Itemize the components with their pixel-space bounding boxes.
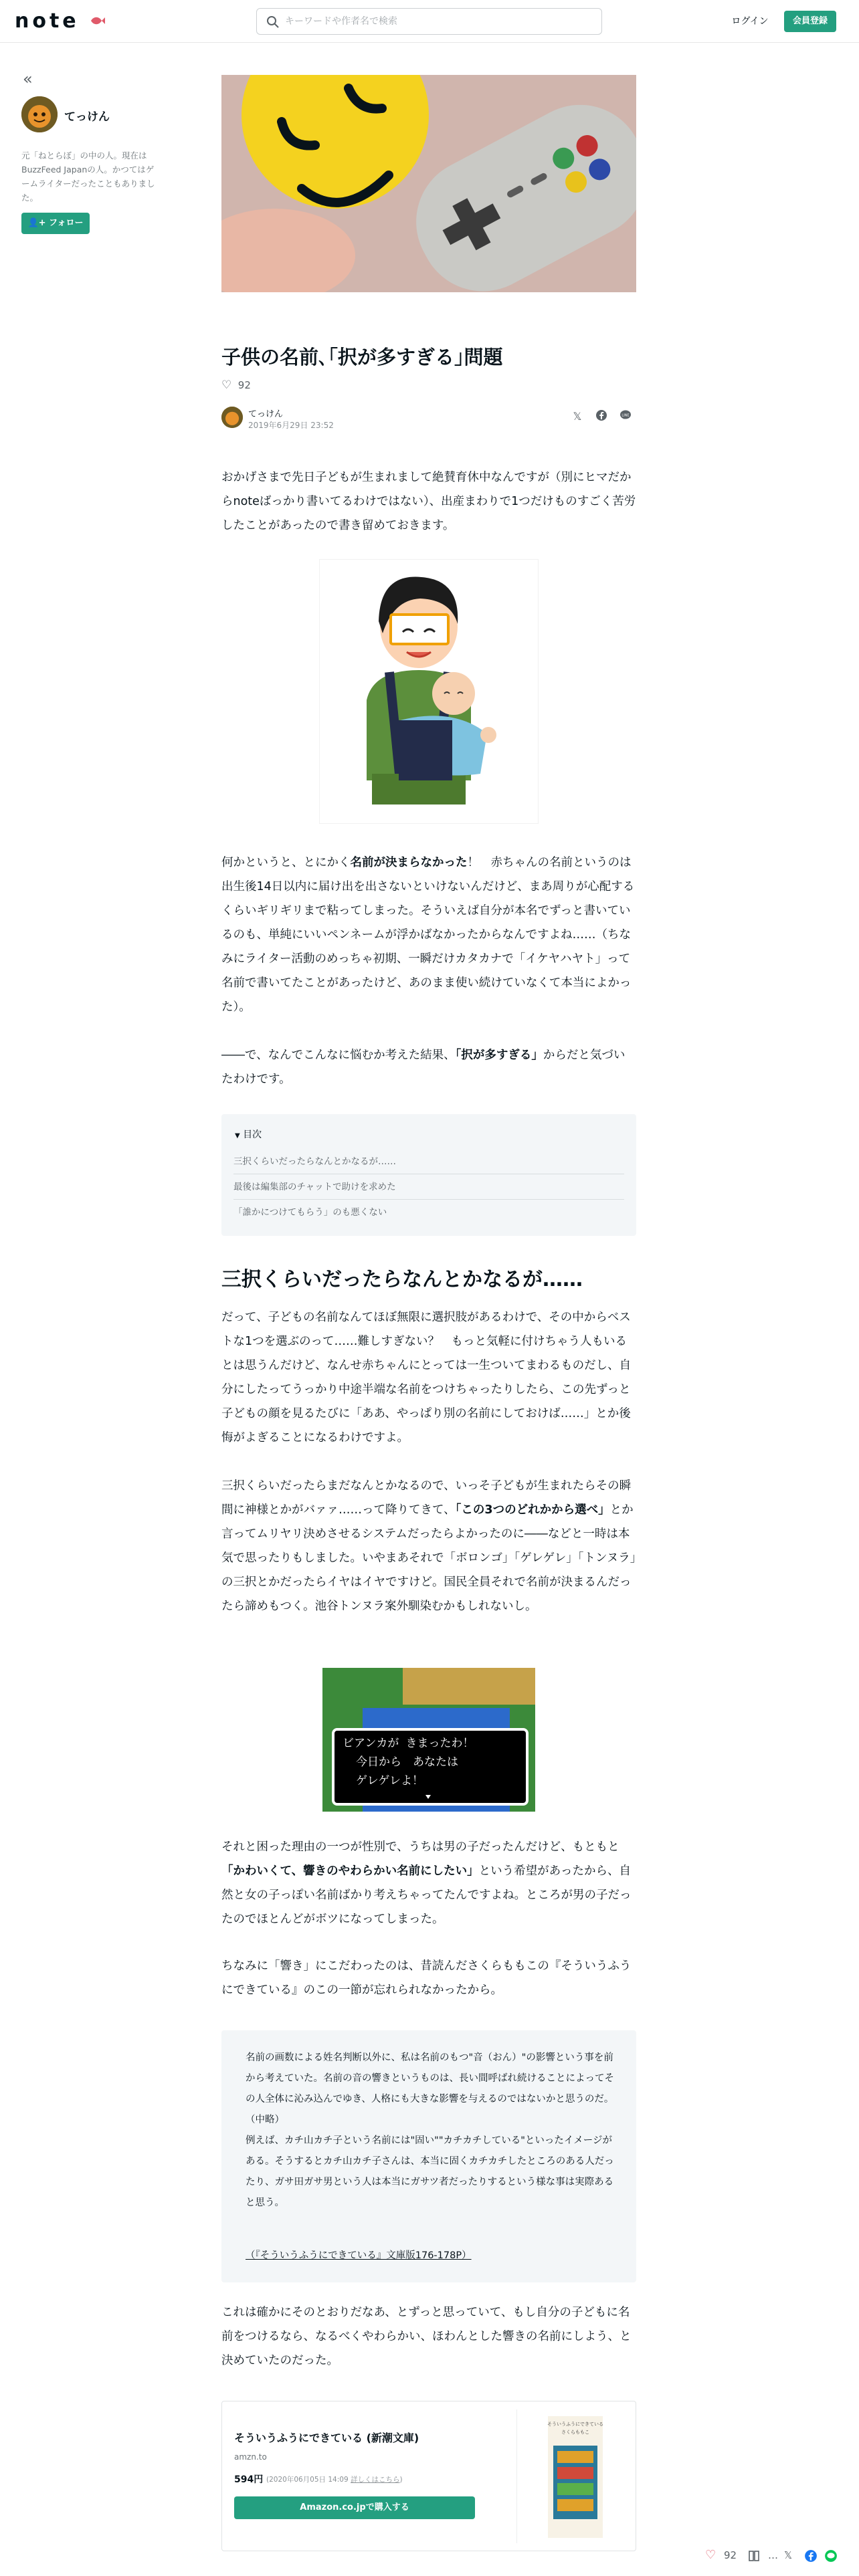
bottom-x-icon[interactable]: 𝕏 bbox=[784, 2549, 793, 2561]
more-icon[interactable]: … bbox=[768, 2549, 778, 2561]
cover-author: さくらももこ bbox=[561, 2430, 589, 2435]
like-count: 92 bbox=[237, 379, 251, 391]
product-embed-card[interactable] bbox=[221, 2401, 636, 2551]
double-chevron-left-icon[interactable]: « bbox=[23, 70, 33, 88]
bottom-heart-icon[interactable]: ♡ bbox=[705, 2548, 717, 2562]
site-header bbox=[0, 0, 859, 43]
author-avatar[interactable] bbox=[221, 407, 243, 428]
article-title: 子供の名前､｢択が多すぎる｣問題 bbox=[221, 346, 503, 368]
toc-item[interactable]: 三択くらいだったらなんとかなるが…… bbox=[233, 1149, 624, 1174]
bottom-facebook-icon[interactable] bbox=[804, 2545, 818, 2565]
facebook-share-icon[interactable] bbox=[594, 409, 609, 424]
author-bio: 元「ねとらぼ」の中の人。現在はBuzzFeed Japanの人。かつてはゲームライターだったこともありました。 bbox=[21, 150, 155, 203]
quote-source-link[interactable]: （『そういうふうにできている』文庫版176-178P） bbox=[246, 2250, 472, 2261]
fish-icon bbox=[90, 15, 106, 27]
svg-text:LINE: LINE bbox=[622, 413, 630, 418]
note-logo[interactable]: note bbox=[15, 9, 80, 33]
blockquote bbox=[221, 2030, 636, 2282]
line-share-icon[interactable] bbox=[618, 409, 633, 424]
dq-line-2: 今日から あなたは bbox=[356, 1755, 458, 1769]
caret-down-icon: ▼ bbox=[235, 1132, 240, 1140]
toc-item[interactable]: 最後は編集部のチャットで助けを求めた bbox=[233, 1174, 624, 1200]
follow-button[interactable] bbox=[21, 213, 90, 234]
paragraph-intro: おかげさまで先日子どもが生まれまして絶賛育休中なんですが（別にヒマだからnoteばっかり書いてるわけではない）、出産まわりで1つだけものすごく苦労したことがあったので書き留めておきます。 bbox=[221, 471, 636, 532]
x-share-icon[interactable]: 𝕏 bbox=[573, 410, 582, 423]
paragraph-decision: これは確かにそのとおりだなあ、とずっと思っていて、もし自分の子どもに名前をつけるなら、なるべくやわらかい、ほわんとした響きの名前にしよう、と決めていたのだった。 bbox=[221, 2306, 632, 2367]
dq-line-1: ビアンカが きまったわ！ bbox=[343, 1737, 474, 1750]
dq-line-3: ゲレゲレよ！ bbox=[356, 1774, 423, 1788]
publish-date: 2019年6月29日 23:52 bbox=[248, 421, 334, 430]
price-note: (2020年06月05日 14:09 詳しくはこちら) bbox=[266, 2476, 403, 2484]
paragraph-infinite-options: だって、子どもの名前なんてほぼ無限に選択肢があるわけで、その中からベストな1つを選ぶのって……難しすぎない？ もっと気軽に付けちゃう人もいるとは思うんだけど、なんせ赤ちゃんにとっては一生ついてまわるものだし、自分にしたってうっかり中途半端な名前をつけちゃったりしたら、この先ずっと子どもの顔を見るたびに「ああ、やっぱり別の名前にしておけば……」とか後悔がよぎることになるわけですよ。 bbox=[221, 1311, 632, 1444]
follow-label: フォロー bbox=[49, 218, 84, 228]
sidebar-author-name[interactable]: てっけん bbox=[64, 110, 110, 124]
like-area[interactable] bbox=[221, 379, 251, 395]
product-title[interactable]: そういうふうにできている (新潮文庫) bbox=[234, 2432, 419, 2444]
book-cover-image bbox=[516, 2409, 632, 2543]
details-link[interactable]: 詳しくはこちら bbox=[350, 2476, 400, 2484]
toc-header[interactable]: ▼ 目次 bbox=[235, 1130, 262, 1140]
paragraph-conclusion: ――で、なんでこんなに悩むか考えた結果、「択が多すぎる」からだと気づいたわけです。 bbox=[221, 1049, 626, 1086]
quote-text: 名前の画数による姓名判断以外に、私は名前のもつ"音（おん）"の影響という事を前から考えていた。名前の音の響きというものは、長い間呼ばれ続けることによってその人全体に沁み込んでゆき、人格にも大きな影響を与えるのではないかと思うのだ。（中略） 例えば、カチ山カチ子という名前には"固い""カチカチしている"といったイメージがある。そうするとカチ山カチ子さんは、本当に固くカチカチしたところのある人だったり、ガサ田ガサ男という人は本当にガサツ者だったりするという様な事は実際あると思う。 bbox=[246, 2052, 614, 2208]
illustration-father-baby bbox=[319, 559, 539, 824]
author-name[interactable]: てっけん bbox=[248, 409, 284, 419]
toc-item[interactable]: 「誰かにつけてもらう」のも悪くない bbox=[233, 1207, 387, 1218]
section-heading: 三択くらいだったらなんとかなるが…… bbox=[221, 1268, 583, 1291]
avatar[interactable] bbox=[21, 96, 58, 132]
bottom-like-count: 92 bbox=[724, 2549, 737, 2561]
heart-icon[interactable]: ♡ bbox=[221, 379, 232, 392]
search-icon bbox=[266, 15, 280, 29]
product-domain: amzn.to bbox=[234, 2452, 267, 2462]
cover-title: そういうふうにできている bbox=[547, 2422, 603, 2427]
paragraph-three-choices: 三択くらいだったらまだなんとかなるので、いっそ子どもが生まれたらその瞬間に神様とかがバァァ……って降りてきて、「この3つのどれかから選べ」とか言ってムリヤリ決めさせるシステムだったらよかったのに――などと一時は本気で思ったりもしました。いやまあそれで「ボロンゴ」「ゲレゲレ」「トンヌラ」の三択とかだったらイヤはイヤですけど。国民全員それで名前が決まるんだったら諦めもつく。池谷トンヌラ案外馴染むかもしれないし。 bbox=[221, 1479, 636, 1613]
game-screenshot bbox=[322, 1668, 535, 1812]
search-box[interactable] bbox=[256, 8, 602, 35]
hero-image bbox=[221, 75, 636, 292]
signup-button[interactable]: 会員登録 bbox=[784, 11, 836, 32]
buy-on-amazon-button[interactable]: Amazon.co.jpで購入する bbox=[234, 2496, 475, 2519]
paragraph-sound: ちなみに「響き」にこだわったのは、昔読んださくらももこの『そういうふうにできている』のこの一節が忘れられなかったから。 bbox=[221, 1959, 632, 1997]
table-of-contents bbox=[221, 1114, 636, 1236]
login-link[interactable]: ログイン bbox=[731, 16, 769, 27]
user-plus-icon: 👤+ bbox=[27, 218, 46, 228]
search-input[interactable] bbox=[285, 14, 593, 29]
product-price: 594円 bbox=[234, 2474, 264, 2485]
bottom-line-icon[interactable] bbox=[824, 2545, 838, 2565]
paragraph-name-problem: 何かというと、とにかく名前が決まらなかった！ 赤ちゃんの名前というのは出生後14日以内に届け出を出さないといけないんだけど、まあ周りが心配するくらいギリギリまで粘ってしまった。そういえば自分が本名でずっと書いているのも、単純にいいペンネームが浮かばなかったからなんですよね……（ちなみにライター活動のめっちゃ初期、一瞬だけカタカナで「イケヤハヤト」って名前で書いてたことがあったけど、あのまま使い続けていなくて本当によかった）。 bbox=[221, 856, 635, 1014]
paragraph-gender: それと困った理由の一つが性別で、うちは男の子だったんだけど、もともと「かわいくて、響きのやわらかい名前にしたい」という希望があったから、自然と女の子っぽい名前ばかり考えちゃってたんですよね。ところが男の子だったのでほとんどがボツになってしまった。 bbox=[221, 1840, 632, 1926]
bookmark-icon[interactable] bbox=[748, 2545, 761, 2565]
